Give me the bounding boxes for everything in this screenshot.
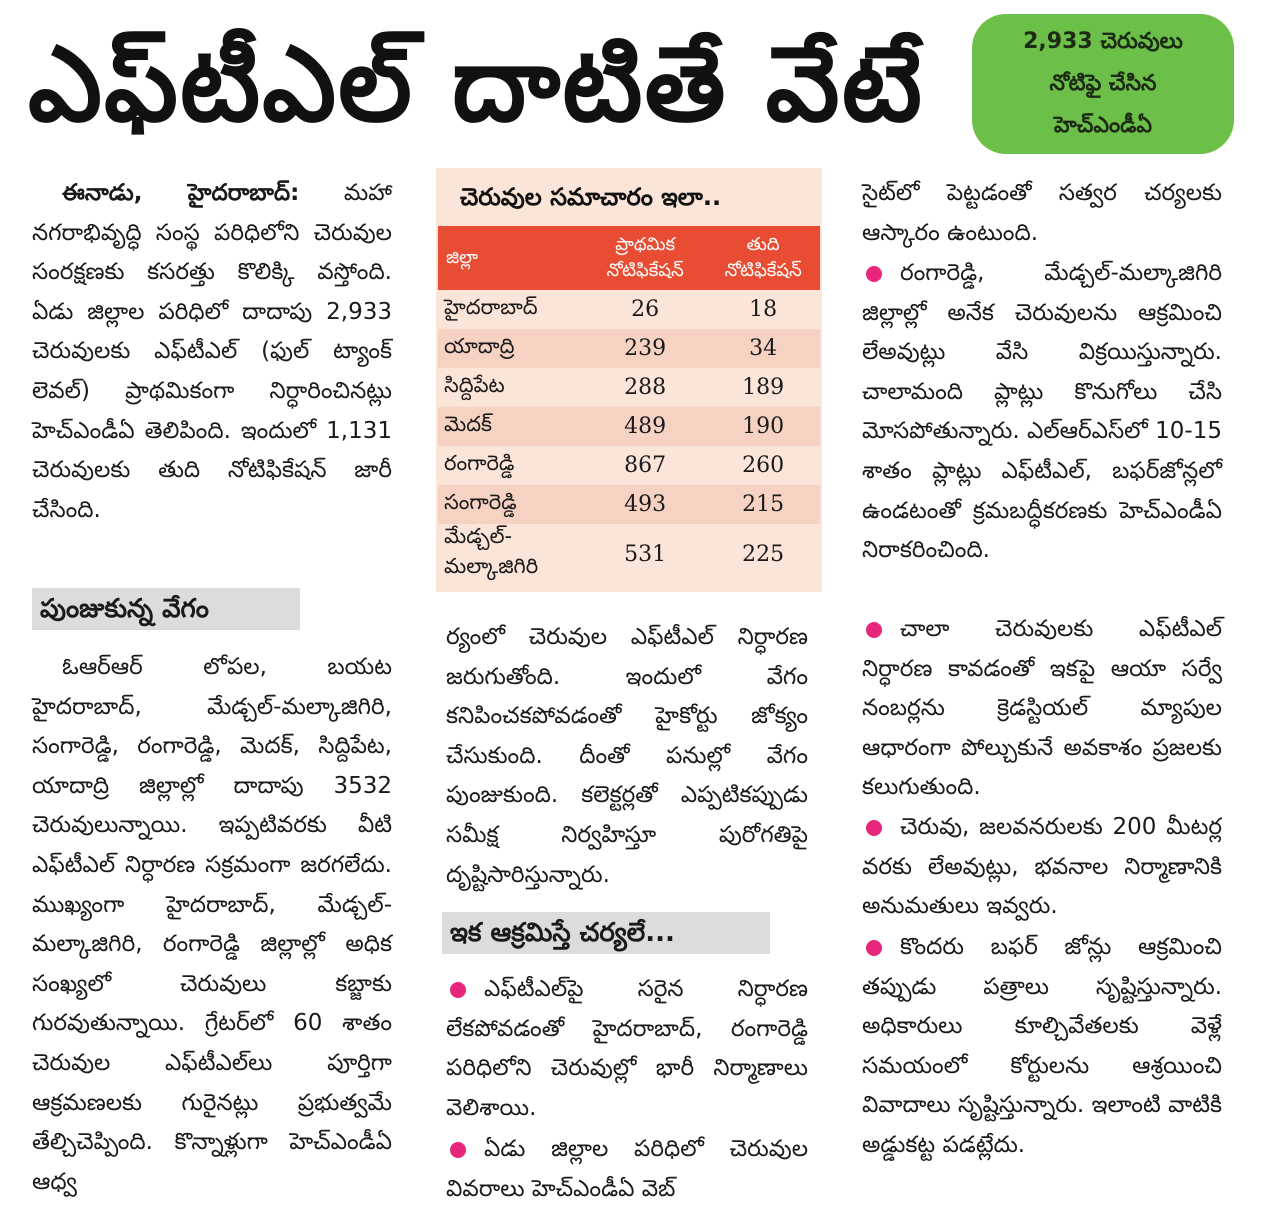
cell-final: 215 bbox=[706, 485, 820, 524]
bullet-text: ఏడు జిల్లాల పరిధిలో చెరువుల వివరాలు హెచ్‌ఎండీఏ వెబ్‌ bbox=[446, 1136, 808, 1202]
table-title: చెరువుల సమాచారం ఇలా.. bbox=[460, 183, 722, 211]
col3-bullet-2 bbox=[862, 610, 1222, 808]
cell-final: 190 bbox=[706, 407, 820, 446]
col-header-prelim: ప్రాథమిక నోటిఫికేషన్‌ bbox=[584, 226, 706, 290]
cell-final: 260 bbox=[742, 453, 785, 478]
cell-prelim: 288 bbox=[624, 375, 667, 400]
col3-bullet-3 bbox=[862, 808, 1222, 927]
lakes-info-table-box bbox=[436, 168, 822, 592]
col2-bullet-2 bbox=[446, 1130, 808, 1209]
dateline: ఈనాడు, హైదరాబాద్‌: bbox=[62, 180, 300, 206]
cell-final: 18 bbox=[749, 297, 778, 322]
cell-district: సంగారెడ్డి bbox=[438, 485, 584, 524]
cell-prelim: 531 bbox=[624, 541, 667, 567]
bullet-dot bbox=[866, 820, 882, 836]
table-row bbox=[438, 485, 820, 524]
cell-final: 189 bbox=[742, 375, 785, 400]
cell-district: మేడ్చల్‌-మల్కాజిగిరి bbox=[444, 524, 539, 578]
col-header-final: తుది నోటిఫికేషన్‌ bbox=[706, 226, 820, 290]
col3-para1: సైట్‌లో పెట్టడంతో సత్వర చర్యలకు ఆస్కారం ఉంటుంది. bbox=[862, 180, 1222, 246]
col2-para1: ర్యంలో చెరువుల ఎఫ్‌టీఎల్‌ నిర్ధారణ జరుగుతోంది. ఇందులో వేగం కనిపించకపోవడంతో హైకోర్టు జోక్యం చేసుకుంది. దీంతో పనుల్లో వేగం పుంజుకుంది. కలెక్టర్లతో ఎప్పటికప్పుడు సమీక్ష నిర్వహిస్తూ పురోగతిపై దృష్టిసారిస్తున్నారు. bbox=[446, 624, 808, 888]
headline: ఎఫ్‌టీఎల్‌ దాటితే వేటే bbox=[28, 23, 924, 145]
cell-prelim: 493 bbox=[584, 485, 706, 524]
bullet-dot bbox=[866, 266, 882, 282]
cell-district: రంగారెడ్డి bbox=[444, 450, 515, 475]
cell-district: సిద్దిపేట bbox=[444, 372, 505, 397]
badge-line-2: నోటిఫై చేసిన bbox=[1049, 71, 1157, 96]
bullet-dot bbox=[866, 622, 882, 638]
bullet-text: రంగారెడ్డి, మేడ్చల్‌-మల్కాజిగిరి జిల్లాల్లో అనేక చెరువులను ఆక్రమించి లేఅవుట్లు వేసి విక్రయిస్తున్నారు. చాలామంది ప్లాట్లు కొనుగోలు చేసి మోసపోతున్నారు. ఎల్‌ఆర్‌ఎస్‌లో 10-15 శాతం ప్లాట్లు ఎఫ్‌టీఎల్‌, బఫర్‌జోన్లలో ఉండటంతో క్రమబద్ధీకరణకు హెచ్‌ఎండీఏ నిరాకరించింది. bbox=[862, 260, 1222, 564]
cell-district: యాదాద్రి bbox=[438, 329, 584, 368]
table-row bbox=[438, 368, 820, 407]
table-row bbox=[438, 407, 820, 446]
subhead-action: ఇక ఆక్రమిస్తే చర్యలే... bbox=[442, 912, 770, 954]
col1-intro-text: మహా నగరాభివృద్ధి సంస్థ పరిధిలోని చెరువుల సంరక్షణకు కసరత్తు కొలిక్కి వస్తోంది. ఏడు జిల్లాల పరిధిలో దాదాపు 2,933 చెరువులకు ఎఫ్‌టీఎల్‌ (ఫుల్‌ ట్యాంక్‌ లెవల్‌) ప్రాథమికంగా నిర్ధారించినట్లు హెచ్‌ఎండీఏ తెలిపింది. ఇందులో 1,131 చెరువులకు తుది నోటిఫికేషన్‌ జారీ చేసింది. bbox=[32, 180, 392, 523]
cell-prelim: 239 bbox=[584, 329, 706, 368]
table-row bbox=[438, 290, 820, 329]
subhead-momentum: పుంజుకున్న వేగం bbox=[32, 588, 300, 630]
col3-bullet-4 bbox=[862, 928, 1222, 1166]
highlight-badge bbox=[972, 14, 1234, 154]
cell-district: మెదక్‌ bbox=[438, 407, 584, 446]
bullet-dot bbox=[450, 1142, 466, 1158]
table-row bbox=[438, 329, 820, 368]
cell-prelim: 867 bbox=[624, 453, 667, 478]
table-row bbox=[438, 524, 820, 584]
bullet-dot bbox=[866, 940, 882, 956]
col1-intro bbox=[32, 174, 392, 530]
col2-bullet-1 bbox=[446, 970, 808, 1128]
bullet-dot bbox=[450, 982, 466, 998]
col-header-district: జిల్లా bbox=[438, 226, 584, 290]
cell-prelim: 26 bbox=[631, 297, 660, 322]
col1-para2: ఓఆర్‌ఆర్‌ లోపల, బయట హైదరాబాద్‌, మేడ్చల్‌-మల్కాజిగిరి, సంగారెడ్డి, రంగారెడ్డి, మెదక్‌, సిద్దిపేట, యాదాద్రి జిల్లాల్లో దాదాపు 3532 చెరువులున్నాయి. ఇప్పటివరకు వీటి ఎఫ్‌టీఎల్‌ నిర్ధారణ సక్రమంగా జరగలేదు. ముఖ్యంగా హైదరాబాద్‌, మేడ్చల్‌-మల్కాజిగిరి, రంగారెడ్డి జిల్లాల్లో అధిక సంఖ్యలో చెరువులు కబ్జాకు గురవుతున్నాయి. గ్రేటర్‌లో 60 శాతం చెరువుల ఎఫ్‌టీఎల్‌లు పూర్తిగా ఆక్రమణలకు గురైనట్లు ప్రభుత్వమే తేల్చిచెప్పింది. కొన్నాళ్లుగా హెచ్‌ఎండీఏ ఆధ్వ bbox=[32, 654, 392, 1195]
cell-prelim: 489 bbox=[584, 407, 706, 446]
bullet-text: కొందరు బఫర్‌ జోన్లు ఆక్రమించి తప్పుడు పత్రాలు సృష్టిస్తున్నారు. అధికారులు కూల్చివేతలకు వెళ్లే సమయంలో కోర్టులను ఆశ్రయించి వివాదాలు సృష్టిస్తున్నారు. ఇలాంటి వాటికి అడ్డుకట్ట పడట్లేదు. bbox=[862, 934, 1222, 1158]
col3-bullet-1 bbox=[862, 254, 1222, 571]
cell-final: 225 bbox=[742, 541, 785, 567]
bullet-text: చాలా చెరువులకు ఎఫ్‌టీఎల్‌ నిర్ధారణ కావడంతో ఇకపై ఆయా సర్వే నంబర్లను క్రెడస్టియల్‌ మ్యాపుల ఆధారంగా పోల్చుకునే అవకాశం ప్రజలకు కలుగుతుంది. bbox=[862, 616, 1222, 801]
badge-line-1: 2,933 చెరువులు bbox=[1023, 29, 1183, 54]
lakes-table bbox=[438, 226, 820, 584]
bullet-text: ఎఫ్‌టీఎల్‌పై సరైన నిర్ధారణ లేకపోవడంతో హైదరాబాద్‌, రంగారెడ్డి పరిధిలోని చెరువుల్లో భారీ నిర్మాణాలు వెలిశాయి. bbox=[446, 976, 808, 1121]
badge-line-3: హెచ్‌ఎండీఏ bbox=[1053, 113, 1153, 138]
cell-district: హైదరాబాద్‌ bbox=[444, 294, 538, 319]
cell-final: 34 bbox=[706, 329, 820, 368]
table-row bbox=[438, 446, 820, 485]
bullet-text: చెరువు, జలవనరులకు 200 మీటర్ల వరకు లేఅవుట్లు, భవనాల నిర్మాణానికి అనుమతులు ఇవ్వరు. bbox=[862, 814, 1222, 920]
